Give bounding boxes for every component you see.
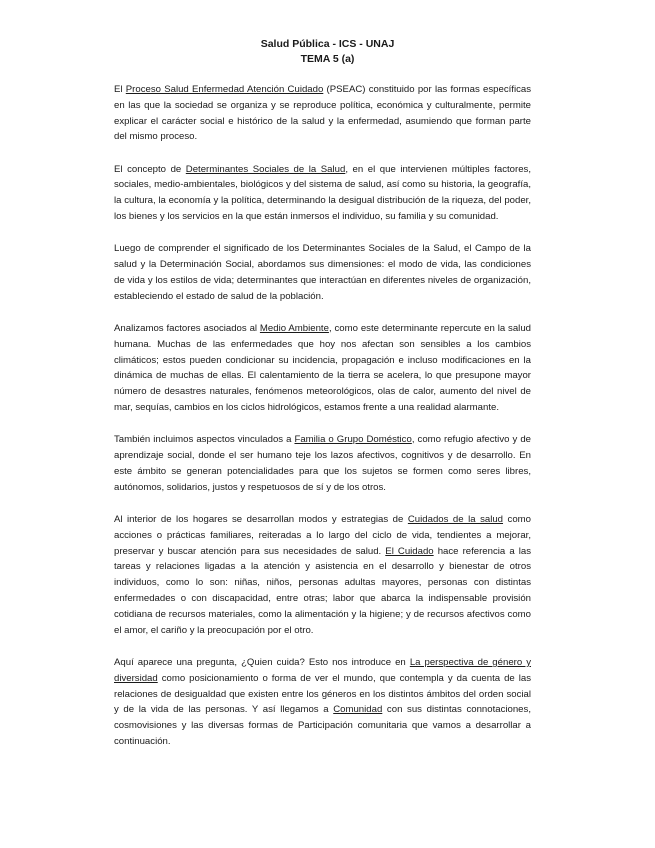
paragraph-text: Luego de comprender el significado de los Determinantes Sociales de la Salud, el Campo de la salud y la Determinación Social, abordamos sus dimensiones: el modo de vida, las condiciones de vida y los estilos de vida; determinantes que interactúan en diferentes niveles de organización, estableciendo el estado de salud de la población. — [114, 243, 531, 302]
paragraph-familia — [114, 432, 531, 495]
document-header — [0, 37, 655, 67]
paragraph-text: (PSEAC) constituido por las formas específicas en las que la sociedad se organiza y se reproduce política, económica y culturalmente, permite explicar el carácter social e histórico de la salud y la enfermedad, asumiendo que forman parte del mismo proceso. — [114, 84, 532, 143]
paragraph-text: El — [114, 84, 126, 95]
header-title: Salud Pública - ICS - UNAJ — [260, 38, 395, 50]
key-term: Cuidados de la salud — [407, 514, 504, 526]
document-body — [114, 82, 531, 766]
paragraph-text: , en el que intervienen múltiples factores, sociales, medio-ambientales, biológicos y del sistema de salud, así como su historia, la geografía, la cultura, la economía y la política, determinando la desigual distribución de la riqueza, del poder, los bienes y los servicios en la que están inmersos el individuo, su familia y su comunidad. — [114, 163, 532, 223]
key-term: El Cuidado — [385, 545, 434, 557]
key-term: La perspectiva de género y diversidad — [114, 656, 532, 684]
paragraph-text: hace referencia a las tareas y relaciones ligadas a la atención y asistencia en el desarrollo y bienestar de otros individuos, como lo son: niñas, niños, personas adultas mayores, personas con distintas enfermedades o con discapacidad, entre otras; labor que abarca la indispensable provisión cotidiana de recursos materiales, como la alimentación y la higiene; y de recursos afectivos como el amor, el cariño y la preocupación por el otro. — [114, 545, 531, 636]
paragraph-text: Al interior de los hogares se desarrollan modos y estrategias de — [114, 514, 408, 526]
paragraph-text: como acciones o prácticas familiares, reiteradas a lo largo del ciclo de vida, tendientes a mejorar, preservar y buscar atención para sus necesidades de salud. — [114, 514, 531, 557]
paragraph-text: como posicionamiento o forma de ver el mundo, que contempla y da cuenta de las relaciones de desigualdad que existen entre los géneros en los distintos ámbitos del orden social y de la vida de las personas. Y así llegamos a — [114, 672, 531, 716]
key-term: Determinantes Sociales de la Salud — [185, 163, 346, 175]
key-term: Medio Ambiente — [259, 323, 329, 335]
paragraph-genero-comunidad — [114, 655, 531, 750]
paragraph-text: Analizamos factores asociados al — [114, 323, 260, 335]
paragraph-medio-ambiente — [114, 321, 531, 416]
paragraph-cuidados — [114, 512, 531, 638]
key-term: Familia o Grupo Doméstico — [294, 434, 412, 446]
key-term: Proceso Salud Enfermedad Atención Cuidado — [125, 84, 324, 95]
paragraph-text: El concepto de — [114, 163, 186, 175]
paragraph-text: , como este determinante repercute en la salud humana. Muchas de las enfermedades que hoy nos afectan son sensibles a los cambios climáticos; estos pueden condicionar su incidencia, propagación e incluso modificaciones en la dinámica de muchas de ellas. El calentamiento de la tierra se acelera, lo que presupone mayor número de desastres naturales, fenómenos meteorológicos, olas de calor, aumento del nivel de mar, sequías, cambios en los ciclos hidrológicos, estamos frente a una realidad alarmante. — [114, 323, 531, 414]
header-subtitle: TEMA 5 (a) — [300, 53, 355, 65]
paragraph-dimensiones — [114, 241, 531, 304]
paragraph-text: , como refugio afectivo y de aprendizaje social, donde el ser humano teje los lazos afectivos, cognitivos y de desarrollo. En este ámbito se generan potencialidades para que los sujetos se formen como seres libres, autónomos, solidarios, justos y respetuosos de sí y de los otros. — [114, 434, 531, 493]
paragraph-text: Aquí aparece una pregunta, ¿Quien cuida? Esto nos introduce en — [114, 656, 410, 668]
paragraph-text: También incluimos aspectos vinculados a — [114, 434, 295, 446]
key-term: Comunidad — [333, 704, 383, 716]
paragraph-text: con sus distintas connotaciones, cosmovisiones y las diversas formas de Participación comunitaria que vamos a desarrollar a continuación. — [114, 704, 531, 747]
paragraph-determinantes — [114, 162, 531, 225]
paragraph-pseac — [114, 82, 531, 145]
